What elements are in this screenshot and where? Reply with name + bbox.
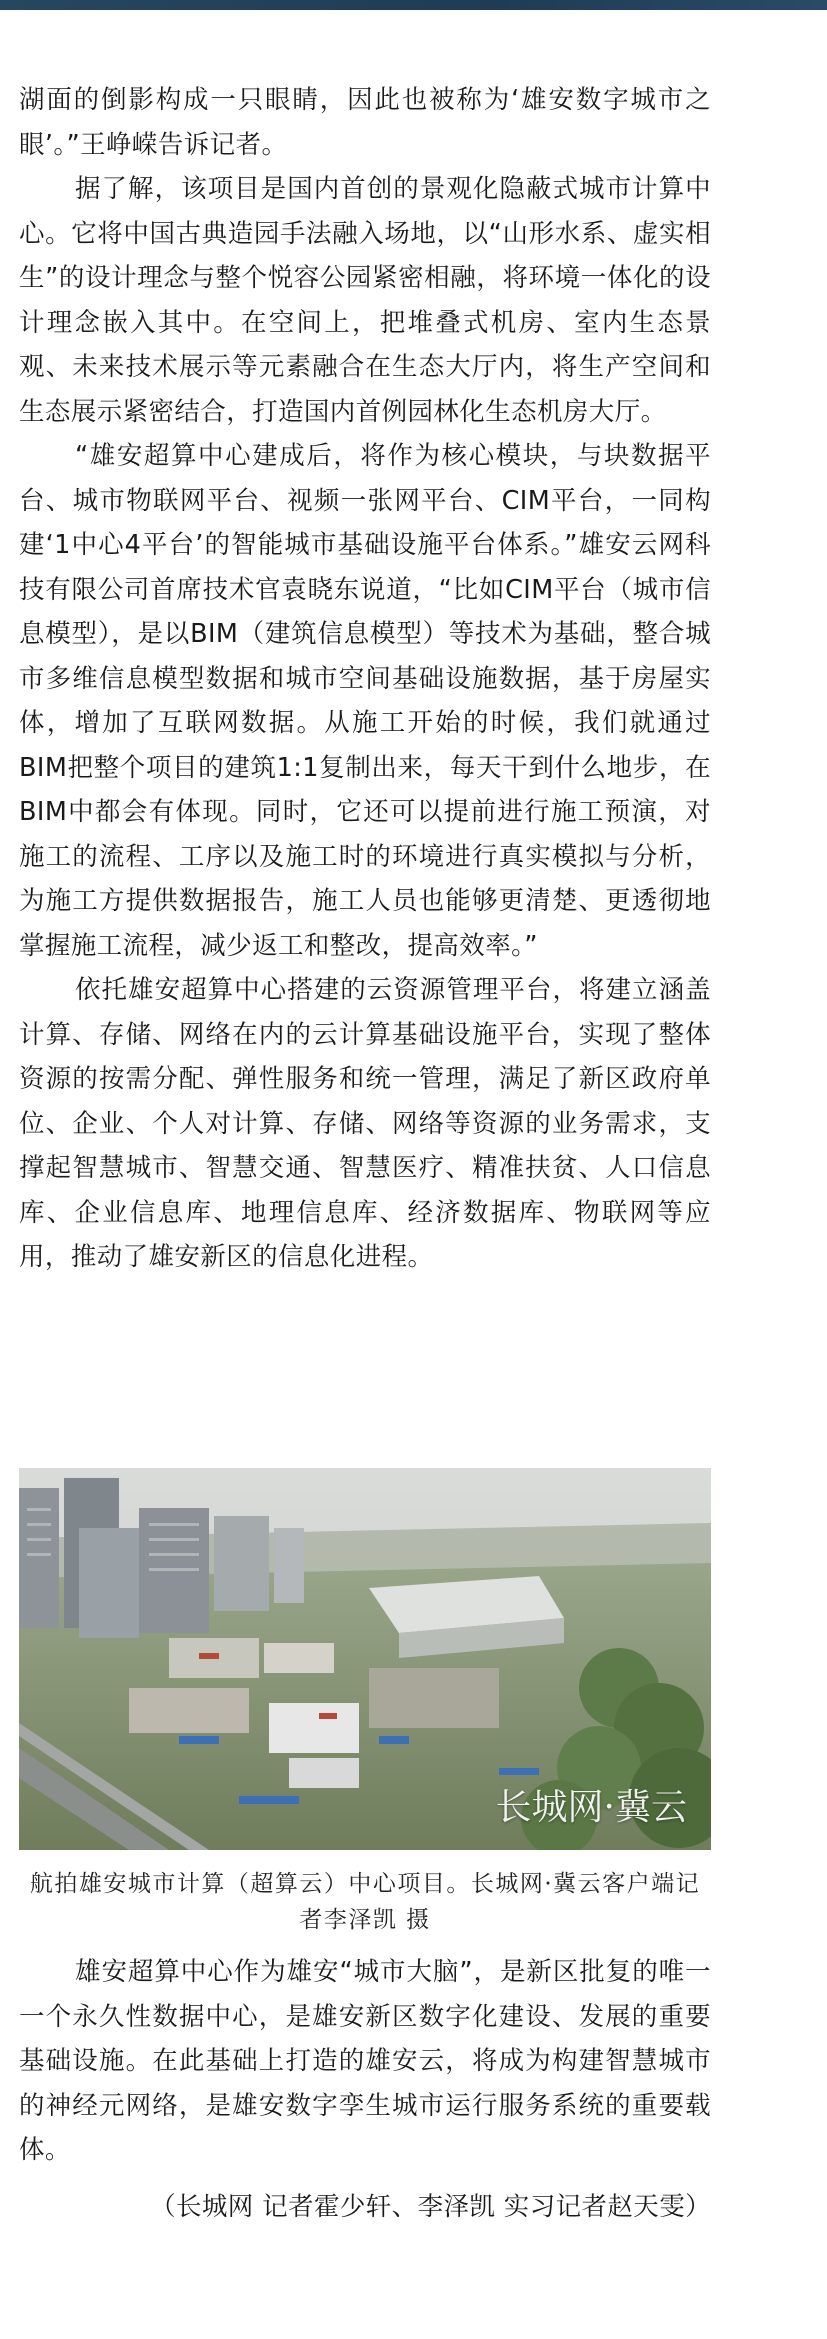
photo-caption: 航拍雄安城市计算（超算云）中心项目。长城网·冀云客户端记者李泽凯 摄: [29, 1871, 701, 1933]
byline: （长城网 记者霍少轩、李泽凯 实习记者赵天雯）: [150, 2192, 711, 2222]
article-body: [19, 78, 711, 1280]
aerial-photo: [19, 1468, 711, 1850]
closing-section: [19, 1950, 711, 2173]
photo-watermark: 长城网·冀云: [495, 1787, 687, 1828]
top-accent-bar: [0, 0, 827, 10]
paragraph-5: 雄安超算中心作为雄安“城市大脑”，是新区批复的唯一一个永久性数据中心，是雄安新区数字化建设、发展的重要基础设施。在此基础上打造的雄安云，将成为构建智慧城市的神经元网络，是雄安数字孪生城市运行服务系统的重要载体。: [19, 1957, 711, 2165]
paragraph-1: 湖面的倒影构成一只眼睛，因此也被称为‘雄安数字城市之眼’。”王峥嵘告诉记者。: [19, 85, 711, 160]
paragraph-2: 据了解，该项目是国内首创的景观化隐蔽式城市计算中心。它将中国古典造园手法融入场地，以“山形水系、虚实相生”的设计理念与整个悦容公园紧密相融，将环境一体化的设计理念嵌入其中。在空间上，把堆叠式机房、室内生态景观、未来技术展示等元素融合在生态大厅内，将生产空间和生态展示紧密结合，打造国内首例园林化生态机房大厅。: [19, 174, 711, 427]
paragraph-4: 依托雄安超算中心搭建的云资源管理平台，将建立涵盖计算、存储、网络在内的云计算基础设施平台，实现了整体资源的按需分配、弹性服务和统一管理，满足了新区政府单位、企业、个人对计算、存储、网络等资源的业务需求，支撑起智慧城市、智慧交通、智慧医疗、精准扶贫、人口信息库、企业信息库、地理信息库、经济数据库、物联网等应用，推动了雄安新区的信息化进程。: [19, 975, 711, 1272]
paragraph-3: “雄安超算中心建成后，将作为核心模块，与块数据平台、城市物联网平台、视频一张网平台、CIM平台，一同构建‘1中心4平台’的智能城市基础设施平台体系。”雄安云网科技有限公司首席技术官袁晓东说道，“比如CIM平台（城市信息模型），是以BIM（建筑信息模型）等技术为基础，整合城市多维信息模型数据和城市空间基础设施数据，基于房屋实体，增加了互联网数据。从施工开始的时候，我们就通过BIM把整个项目的建筑1:1复制出来，每天干到什么地步，在BIM中都会有体现。同时，它还可以提前进行施工预演，对施工的流程、工序以及施工时的环境进行真实模拟与分析，为施工方提供数据报告，施工人员也能够更清楚、更透彻地掌握施工流程，减少返工和整改，提高效率。”: [19, 441, 711, 961]
